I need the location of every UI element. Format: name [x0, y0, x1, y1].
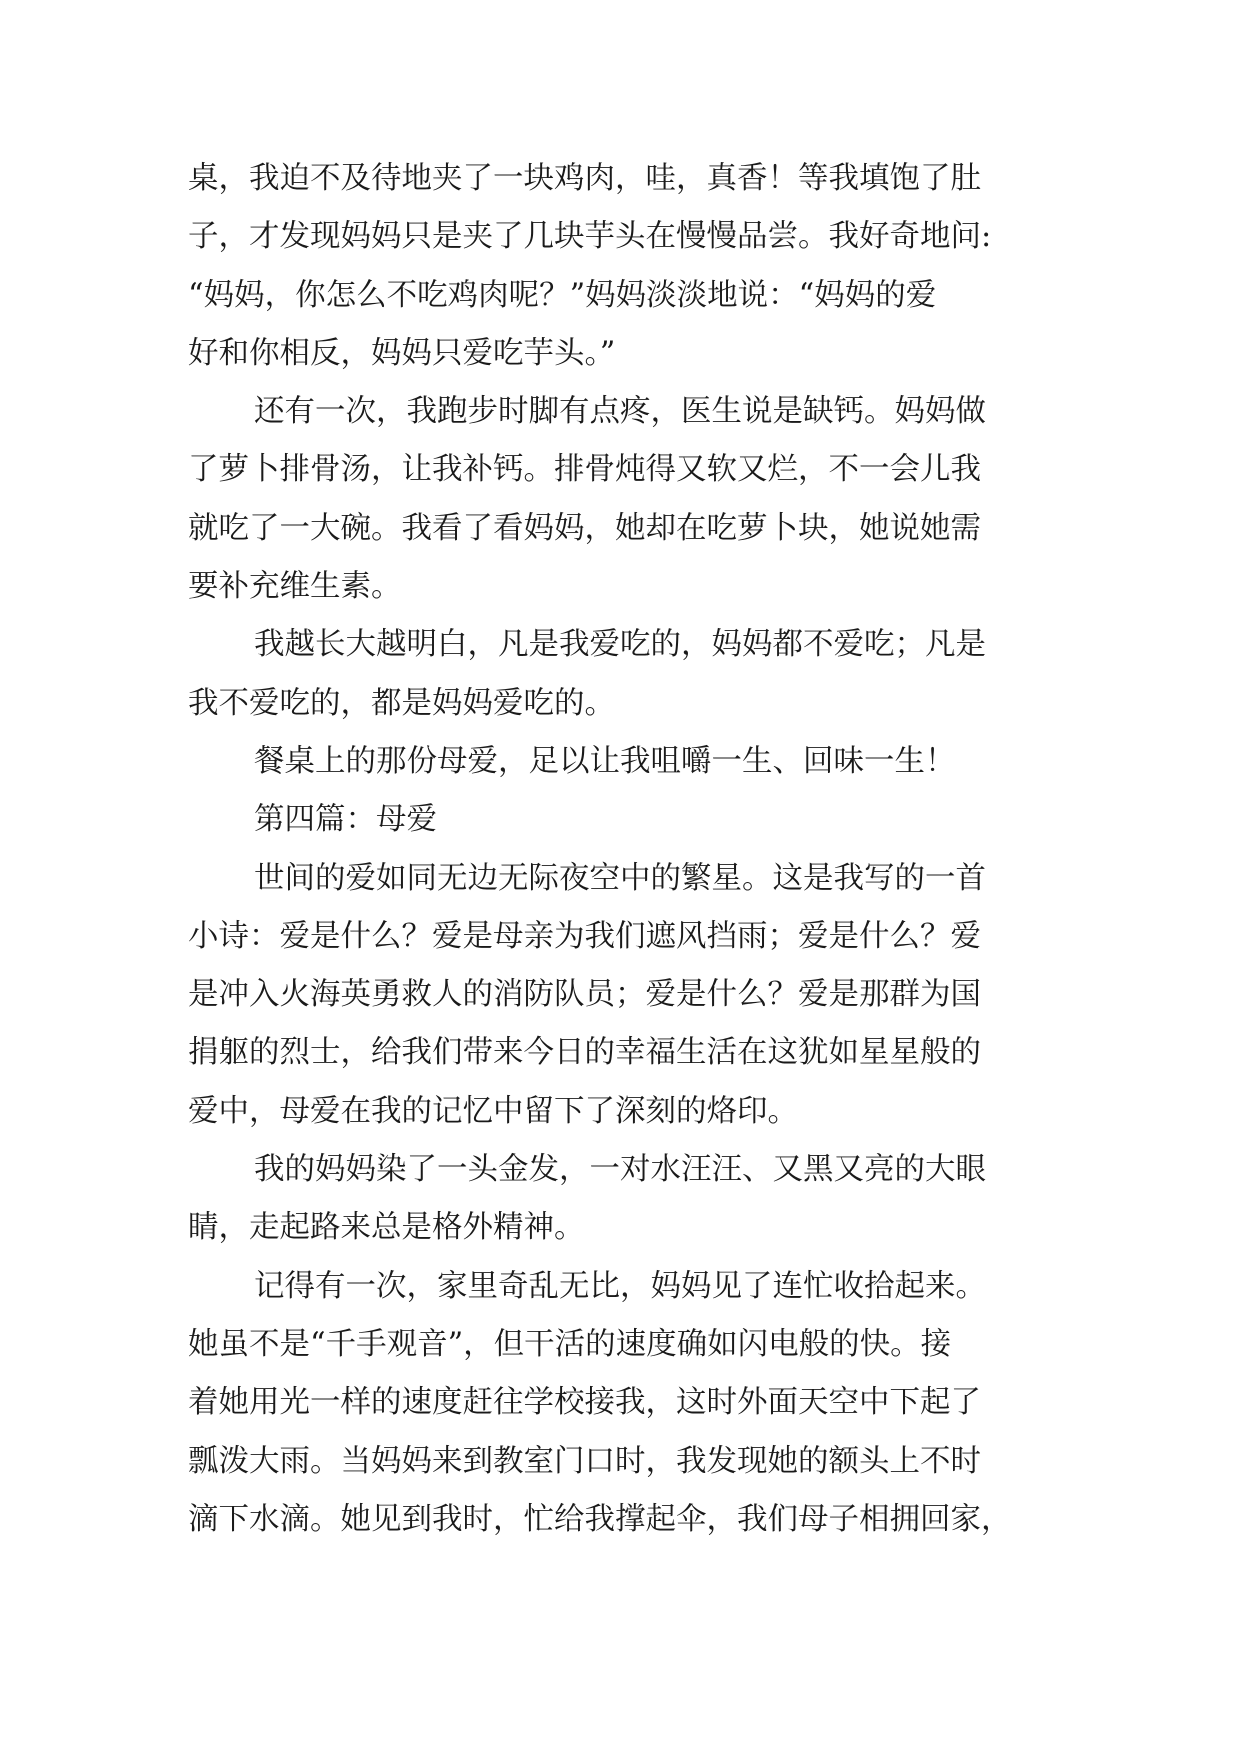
- text-line: 要补充维生素。: [188, 569, 402, 605]
- text-line: 餐桌上的那份母爱，足以让我咀嚼一生、回味一生！: [254, 743, 956, 779]
- text-line: 捐躯的烈士，给我们带来今日的幸福生活在这犹如星星般的: [188, 1035, 981, 1071]
- text-line: 她虽不是“千手观音”，但干活的速度确如闪电般的快。接: [188, 1326, 952, 1362]
- text-line: 子，才发现妈妈只是夹了几块芋头在慢慢品尝。我好奇地问:: [188, 219, 992, 255]
- text-line: 睛，走起路来总是格外精神。: [188, 1210, 585, 1246]
- document-body: [188, 150, 1058, 1549]
- text-line: 我越长大越明白，凡是我爱吃的，妈妈都不爱吃；凡是: [254, 627, 986, 663]
- text-line: 我的妈妈染了一头金发，一对水汪汪、又黑又亮的大眼: [254, 1152, 986, 1188]
- text-line: 记得有一次，家里奇乱无比，妈妈见了连忙收拾起来。: [254, 1268, 986, 1304]
- text-line: 就吃了一大碗。我看了看妈妈，她却在吃萝卜块，她说她需: [188, 510, 981, 546]
- text-line: 了萝卜排骨汤，让我补钙。排骨炖得又软又烂，不一会儿我: [188, 452, 981, 488]
- text-line: 好和你相反，妈妈只爱吃芋头。”: [188, 335, 616, 371]
- text-line: 我不爱吃的，都是妈妈爱吃的。: [188, 685, 615, 721]
- text-line: “妈妈，你怎么不吃鸡肉呢？”妈妈淡淡地说：“妈妈的爱: [188, 277, 937, 313]
- text-line: 还有一次，我跑步时脚有点疼，医生说是缺钙。妈妈做: [254, 394, 986, 430]
- text-line: 瓢泼大雨。当妈妈来到教室门口时，我发现她的额头上不时: [188, 1443, 981, 1479]
- text-line: 爱中，母爱在我的记忆中留下了深刻的烙印。: [188, 1093, 798, 1129]
- text-line: 桌，我迫不及待地夹了一块鸡肉，哇，真香！等我填饱了肚: [188, 161, 981, 196]
- text-line: 着她用光一样的速度赶往学校接我，这时外面天空中下起了: [188, 1385, 981, 1421]
- text-line: 第四篇：母爱: [254, 802, 437, 838]
- text-line: 滴下水滴。她见到我时，忙给我撑起伞，我们母子相拥回家，: [188, 1501, 1012, 1537]
- text-line: 是冲入火海英勇救人的消防队员；爱是什么？爱是那群为国: [188, 977, 981, 1013]
- text-line: 小诗：爱是什么？爱是母亲为我们遮风挡雨；爱是什么？爱: [188, 918, 981, 954]
- text-line: 世间的爱如同无边无际夜空中的繁星。这是我写的一首: [254, 860, 986, 896]
